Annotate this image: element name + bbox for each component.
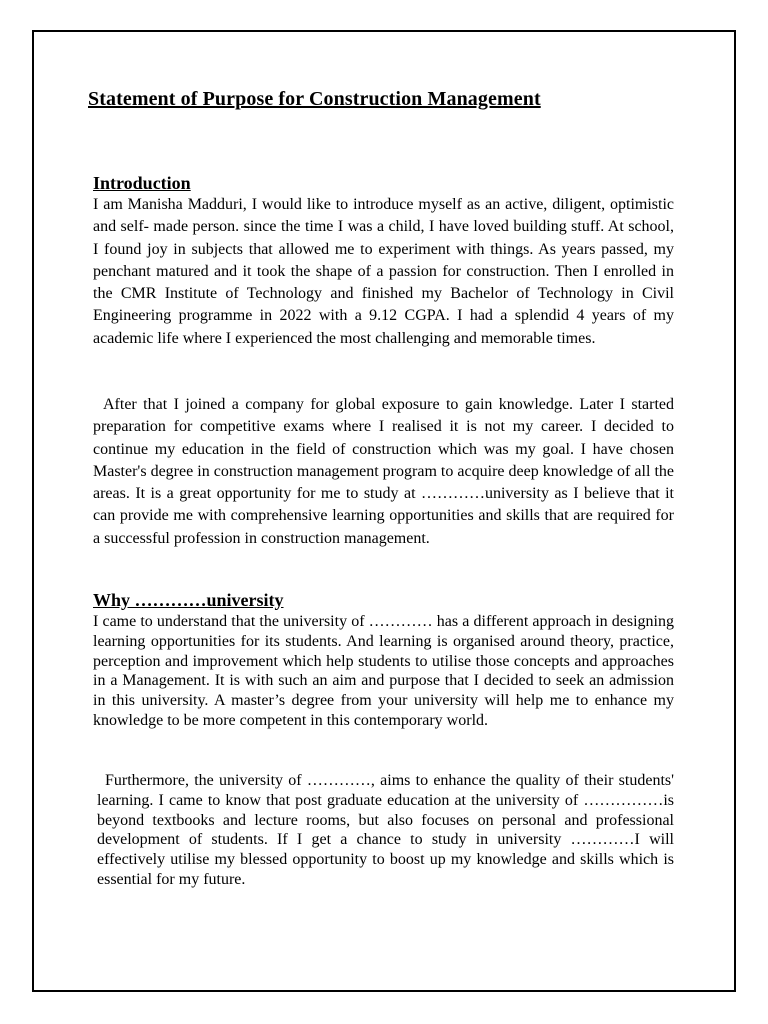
section-heading-introduction: Introduction	[93, 173, 191, 193]
section-heading-why-university: Why …………university	[93, 590, 284, 610]
paragraph-why-university-2: Furthermore, the university of …………, aims to enhance the quality of their students' learning. I came to know that post graduate education at the university of ……………is beyond textbooks and lecture rooms, but also focuses on personal and professional development of students. If I get a chance to study in university …………I will effectively utilise my blessed opportunity to boost up my knowledge and skills which is essential for my future.	[97, 772, 674, 888]
paragraph-introduction-1: I am Manisha Madduri, I would like to introduce myself as an active, diligent, optimistic and self- made person. since the time I was a child, I have loved building stuff. At school, I found joy in subjects that allowed me to experiment with things. As years passed, my penchant matured and it took the shape of a passion for construction. Then I enrolled in the CMR Institute of Technology and finished my Bachelor of Technology in Civil Engineering programme in 2022 with a 9.12 CGPA. I had a splendid 4 years of my academic life where I experienced the most challenging and memorable times.	[93, 196, 674, 347]
paragraph-why-university-1: I came to understand that the university of ………… has a different approach in designing learning opportunities for its students. And learning is organised around theory, practice, perception and improvement which help students to utilise those concepts and approaches in a Management. It is with such an aim and purpose that I decided to seek an admission in this university. A master’s degree from your university will help me to enhance my knowledge to be more competent in this contemporary world.	[93, 613, 674, 729]
document-title: Statement of Purpose for Construction Management	[88, 88, 541, 110]
paragraph-introduction-2: After that I joined a company for global exposure to gain knowledge. Later I started preparation for competitive exams where I realised it is not my career. I decided to continue my education in the field of construction which was my goal. I have chosen Master's degree in construction management program to acquire deep knowledge of all the areas. It is a great opportunity for me to study at …………university as I believe that it can provide me with comprehensive learning opportunities and skills that are required for a successful profession in construction management.	[93, 396, 674, 547]
